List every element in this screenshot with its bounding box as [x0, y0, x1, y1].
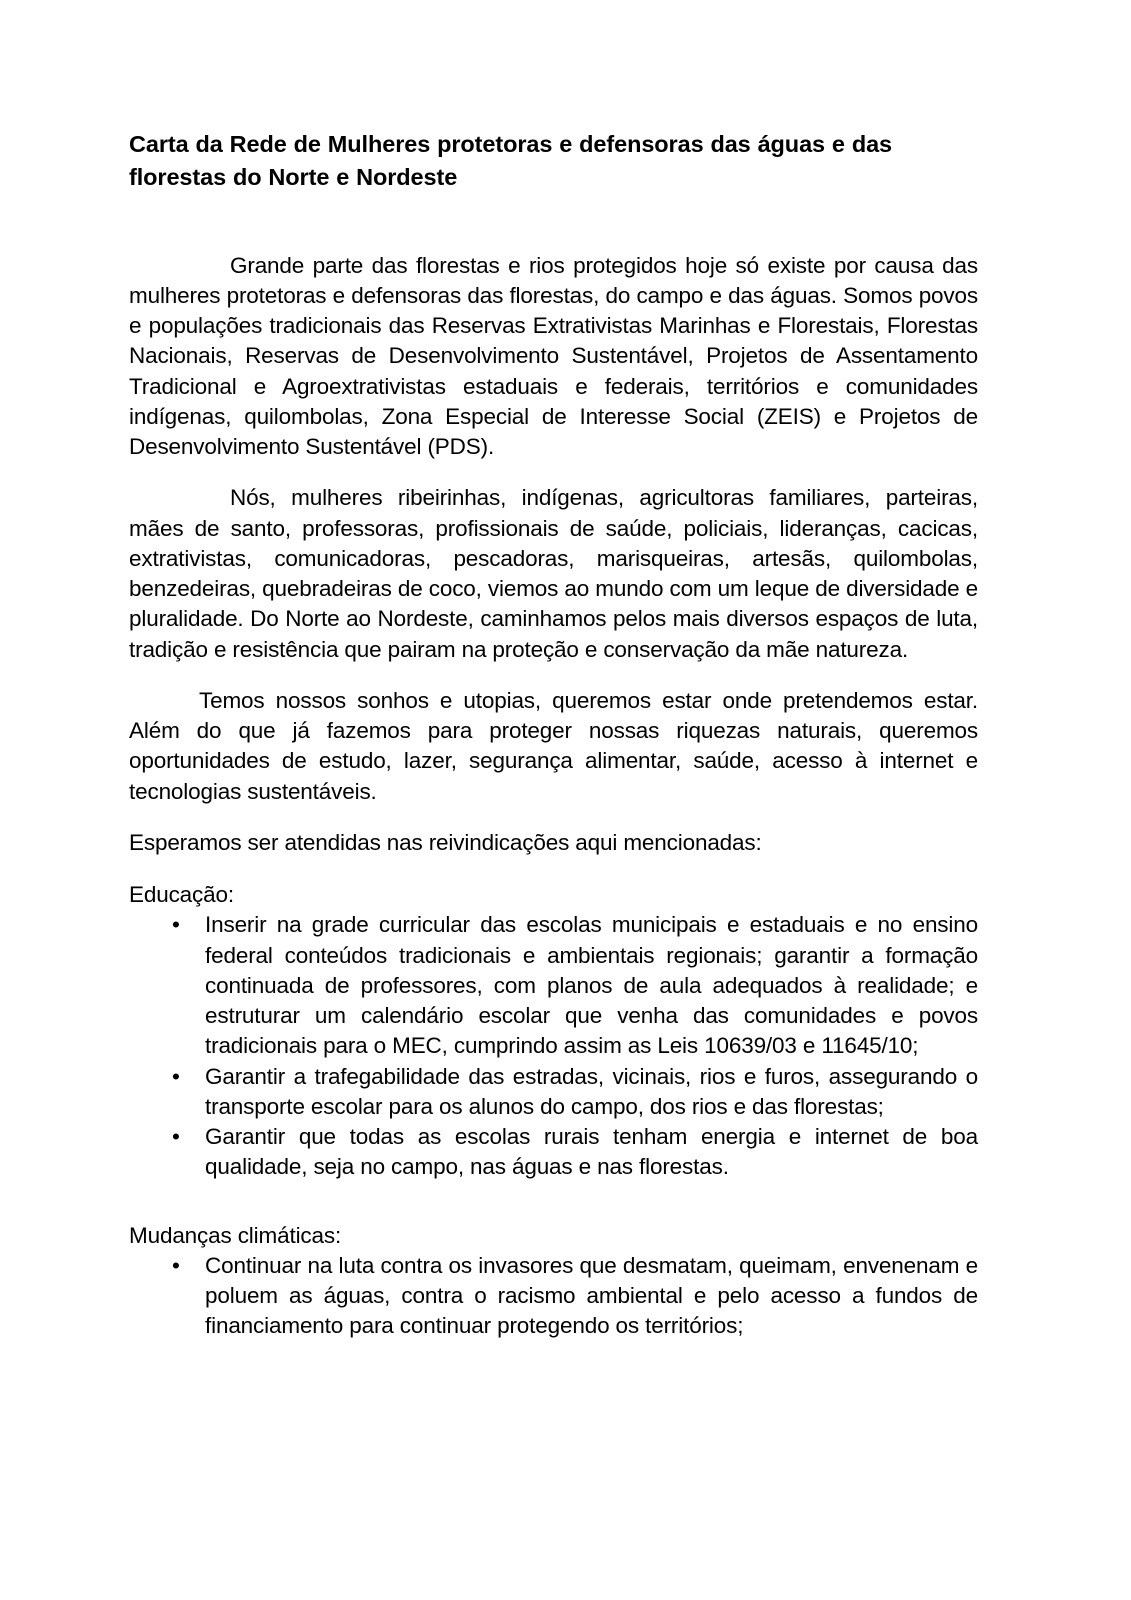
- paragraph-3: Temos nossos sonhos e utopias, queremos estar onde pretendemos estar. Além do que já fazemos para proteger nossas riquezas naturais, queremos oportunidades de estudo, lazer, segurança alimentar, saúde, acesso à internet e tecnologias sustentáveis.: [129, 687, 978, 804]
- bullet-icon: •: [172, 912, 180, 938]
- bullet-list-mudancas-climaticas: [129, 1251, 978, 1342]
- list-item: [129, 1122, 978, 1183]
- list-item: [129, 1251, 978, 1342]
- list-item-text: Continuar na luta contra os invasores que desmatam, queimam, envenenam e poluem as águas, contra o racismo ambiental e pelo acesso a fundos de financiamento para continuar protegendo os territórios;: [205, 1252, 978, 1339]
- bullet-icon: •: [172, 1124, 180, 1150]
- list-item: [129, 1062, 978, 1123]
- list-item-text: Garantir que todas as escolas rurais tenham energia e internet de boa qualidade, seja no campo, nas águas e nas florestas.: [205, 1124, 978, 1180]
- list-item-text: Garantir a trafegabilidade das estradas, vicinais, rios e furos, assegurando o transporte escolar para os alunos do campo, dos rios e das florestas;: [205, 1063, 978, 1119]
- section-heading-educacao: Educação:: [129, 882, 234, 908]
- list-item: [129, 910, 978, 1061]
- paragraph-1: Grande parte das florestas e rios protegidos hoje só existe por causa das mulheres protetoras e defensoras das florestas, do campo e das águas. Somos povos e populações tradicionais das Reservas Extrativistas Marinhas e Florestais, Florestas Nacionais, Reservas de Desenvolvimento Sustentável, Projetos de Assentamento Tradicional e Agroextrativistas estaduais e federais, territórios e comunidades indígenas, quilombolas, Zona Especial de Interesse Social (ZEIS) e Projetos de Desenvolvimento Sustentável (PDS).: [129, 252, 978, 460]
- section-heading-mudancas-climaticas: Mudanças climáticas:: [129, 1222, 342, 1248]
- list-item-text: Inserir na grade curricular das escolas municipais e estaduais e no ensino federal conteúdos tradicionais e ambientais regionais; garantir a formação continuada de professores, com planos de aula adequados à realidade; e estruturar um calendário escolar que venha das comunidades e povos tradicionais para o MEC, cumprindo assim as Leis 10639/03 e 11645/10;: [205, 912, 978, 1059]
- page-title: Carta da Rede de Mulheres protetoras e defensoras das águas e das florestas do Norte e Nordeste: [129, 131, 893, 191]
- bullet-icon: •: [172, 1252, 180, 1278]
- bullet-list-educacao: [129, 910, 978, 1182]
- title-spacer: [129, 195, 978, 251]
- bullet-icon: •: [172, 1063, 180, 1089]
- intro-line: Esperamos ser atendidas nas reivindicações aqui mencionadas:: [129, 829, 762, 855]
- paragraph-2: Nós, mulheres ribeirinhas, indígenas, agricultoras familiares, parteiras, mães de santo, professoras, profissionais de saúde, policiais, lideranças, cacicas, extrativistas, comunicadoras, pescadoras, marisqueiras, artesãs, quilombolas, benzedeiras, quebradeiras de coco, viemos ao mundo com um leque de diversidade e pluralidade. Do Norte ao Nordeste, caminhamos pelos mais diversos espaços de luta, tradição e resistência que pairam na proteção e conservação da mãe natureza.: [129, 485, 978, 662]
- document-body: [129, 128, 978, 1342]
- section-gap: [129, 1183, 978, 1221]
